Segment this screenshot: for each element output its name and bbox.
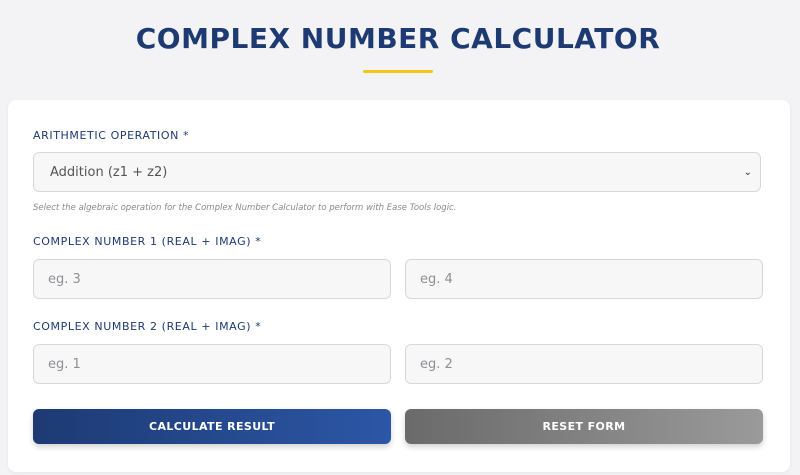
complex2-real-input[interactable]: eg. 1 xyxy=(33,344,391,384)
complex2-imag-input[interactable]: eg. 2 xyxy=(405,344,763,384)
calculate-button[interactable]: CALCULATE RESULT xyxy=(33,409,391,444)
complex1-imag-input[interactable]: eg. 4 xyxy=(405,259,763,299)
complex2-label: COMPLEX NUMBER 2 (REAL + IMAG) * xyxy=(33,320,262,333)
operation-label: ARITHMETIC OPERATION * xyxy=(33,129,190,142)
operation-hint: Select the algebraic operation for the Complex Number Calculator to perform with Ease Tools logic. xyxy=(33,203,457,213)
title-underline xyxy=(363,70,433,73)
chevron-down-icon: ⌄ xyxy=(743,167,752,178)
page-title: COMPLEX NUMBER CALCULATOR xyxy=(135,22,661,55)
operation-select[interactable] xyxy=(33,152,761,192)
operation-selected-value: Addition (z1 + z2) xyxy=(50,165,168,180)
reset-button[interactable]: RESET FORM xyxy=(405,409,763,444)
complex1-real-input[interactable]: eg. 3 xyxy=(33,259,391,299)
complex1-label: COMPLEX NUMBER 1 (REAL + IMAG) * xyxy=(33,235,262,248)
